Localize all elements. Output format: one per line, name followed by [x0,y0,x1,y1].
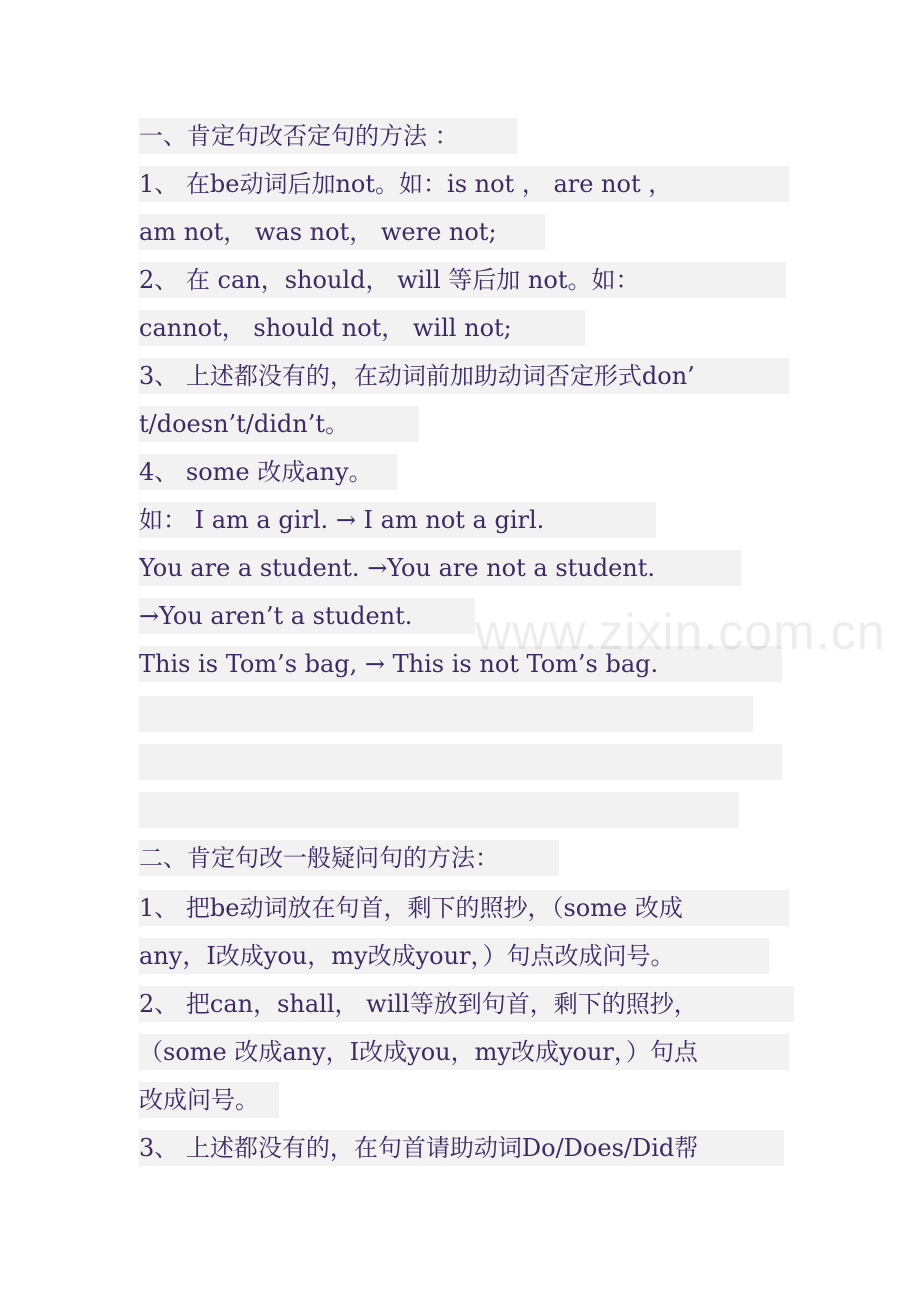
section1-rule2-line2: cannot， should not， will not; [139,310,585,346]
example-student-line1: You are a student. →You are not a student. [139,550,741,586]
section2-rule2-line3: 改成问号。 [139,1082,279,1118]
section2-rule3-line1: 3、 上述都没有的，在句首请助动词Do/Does/Did帮 [139,1130,784,1166]
section1-heading: 一、肯定句改否定句的方法 ： [139,118,517,154]
example-girl: 如： I am a girl. → I am not a girl. [139,502,656,538]
example-bag-line1: This is Tom’s bag, → This is not Tom’s bag. [139,646,782,682]
section2-heading: 二、肯定句改一般疑问句的方法： [139,840,559,876]
section1-rule1-line1: 1、 在be动词后加not。如：is not ， are not ， [139,166,789,202]
section1-rule3-line2: t/doesn’t/didn’t。 [139,406,419,442]
section1-rule2-line1: 2、 在 can，should， will 等后加 not。如： [139,262,786,298]
watermark: www.zixin.com.cn [475,604,886,660]
example-bag-line2 [139,744,782,780]
section1-rule4: 4、 some 改成any。 [139,454,397,490]
example-student-line2: →You aren’t a student. [139,598,475,634]
section2-rule2-line1: 2、 把can，shall， will等放到句首，剩下的照抄， [139,986,794,1022]
section2-rule1-line2: any，I改成you，my改成your，）句点改成问号。 [139,938,769,974]
answer-method-line [139,792,739,828]
section1-rule3-line1: 3、 上述都没有的，在动词前加助动词否定形式don’ [139,358,789,394]
blank-line [139,696,753,732]
section1-rule1-line2: am not， was not， were not; [139,214,545,250]
section2-rule2-line2: （some 改成any，I改成you，my改成your，）句点 [139,1034,789,1070]
section2-rule1-line1: 1、 把be动词放在句首，剩下的照抄，（some 改成 [139,890,789,926]
